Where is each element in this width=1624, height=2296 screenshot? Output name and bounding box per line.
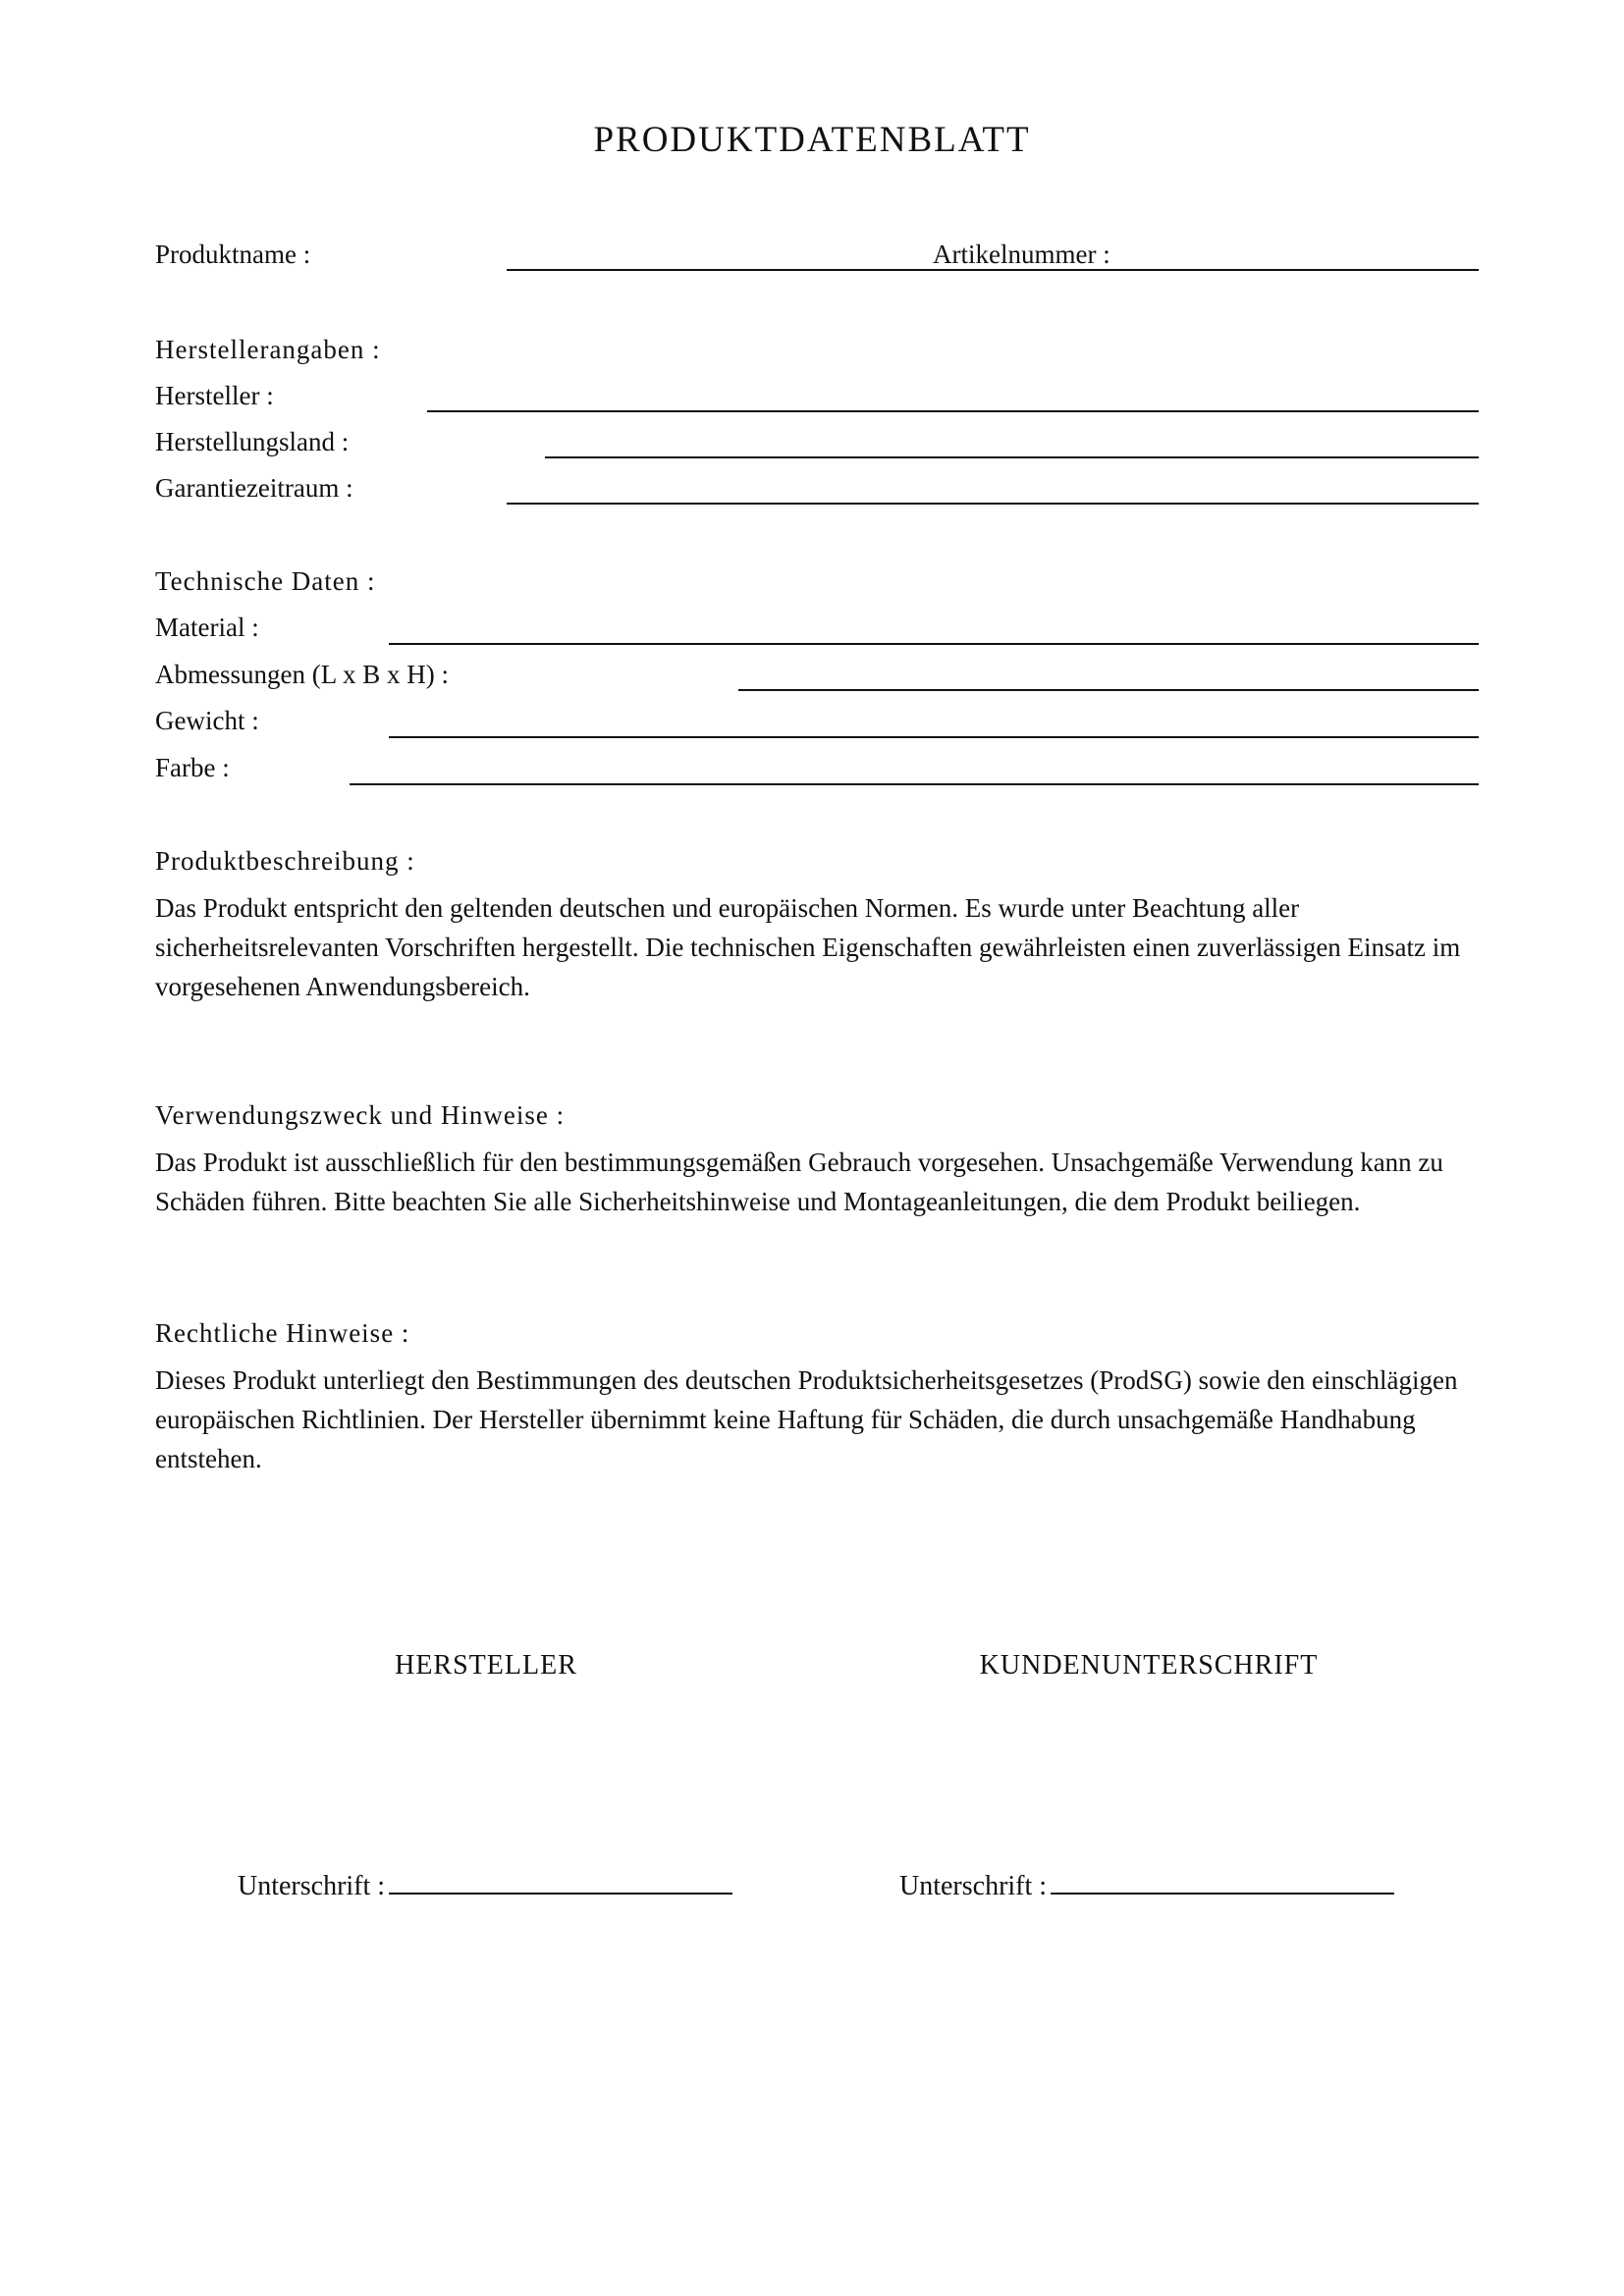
usage-text: Das Produkt ist ausschließlich für den bestimmungsgemäßen Gebrauch vorgesehen. Unsachgemäße Verwendung kann zu Schäden führen. Bitte beachten Sie alle Sicherheitshinweise und Montageanleitungen, die dem Produkt beiliegen. (155, 1148, 1443, 1216)
weight-label: Gewicht : (155, 706, 259, 735)
manufacturer-signature-line[interactable] (238, 1867, 732, 1906)
material-field[interactable] (389, 643, 1479, 645)
warranty-period-label: Garantiezeitraum : (155, 473, 353, 503)
color-label: Farbe : (155, 753, 230, 782)
dimensions-label: Abmessungen (L x B x H) : (155, 660, 449, 689)
manufacturer-signature-label: Unterschrift : (238, 1871, 386, 1901)
article-number-label: Artikelnummer : (933, 240, 1110, 269)
customer-signature-label: Unterschrift : (899, 1871, 1048, 1901)
customer-signature-heading: KUNDENUNTERSCHRIFT (979, 1650, 1319, 1681)
material-label: Material : (155, 613, 259, 642)
dimensions-field[interactable] (738, 689, 1479, 691)
weight-field[interactable] (389, 736, 1479, 738)
manufacturer-signature-field[interactable] (389, 1893, 732, 1895)
customer-signature-line[interactable] (899, 1867, 1394, 1906)
document-title: PRODUKTDATENBLATT (593, 120, 1031, 160)
legal-notes-heading: Rechtliche Hinweise : (155, 1318, 410, 1348)
country-of-manufacture-field[interactable] (545, 456, 1479, 458)
product-description-text: Das Produkt entspricht den geltenden deutschen und europäischen Normen. Es wurde unter Beachtung aller sicherheitsrelevanten Vorschriften hergestellt. Die technischen Eigenschaften gewährleisten einen zuverlässigen Einsatz im vorgesehenen Anwendungsbereich. (155, 893, 1461, 1001)
product-description-heading: Produktbeschreibung : (155, 846, 415, 876)
manufacturer-heading: Herstellerangaben : (155, 335, 381, 364)
manufacturer-signature-heading: HERSTELLER (395, 1650, 577, 1681)
legal-notes-text: Dieses Produkt unterliegt den Bestimmungen des deutschen Produktsicherheitsgesetzes (ProdSG) sowie den einschlägigen europäischen Richtlinien. Der Hersteller übernimmt keine Haftung für Schäden, die durch unsachgemäße Handhabung entstehen. (155, 1365, 1458, 1473)
technical-data-heading: Technische Daten : (155, 566, 376, 596)
manufacturer-field[interactable] (427, 410, 1479, 412)
usage-heading: Verwendungszweck und Hinweise : (155, 1100, 566, 1130)
country-of-manufacture-label: Herstellungsland : (155, 427, 350, 456)
customer-signature-field[interactable] (1051, 1893, 1394, 1895)
product-name-label: Produktname : (155, 240, 311, 269)
warranty-period-field[interactable] (507, 503, 1479, 505)
color-field[interactable] (350, 783, 1479, 785)
manufacturer-label: Hersteller : (155, 381, 274, 410)
